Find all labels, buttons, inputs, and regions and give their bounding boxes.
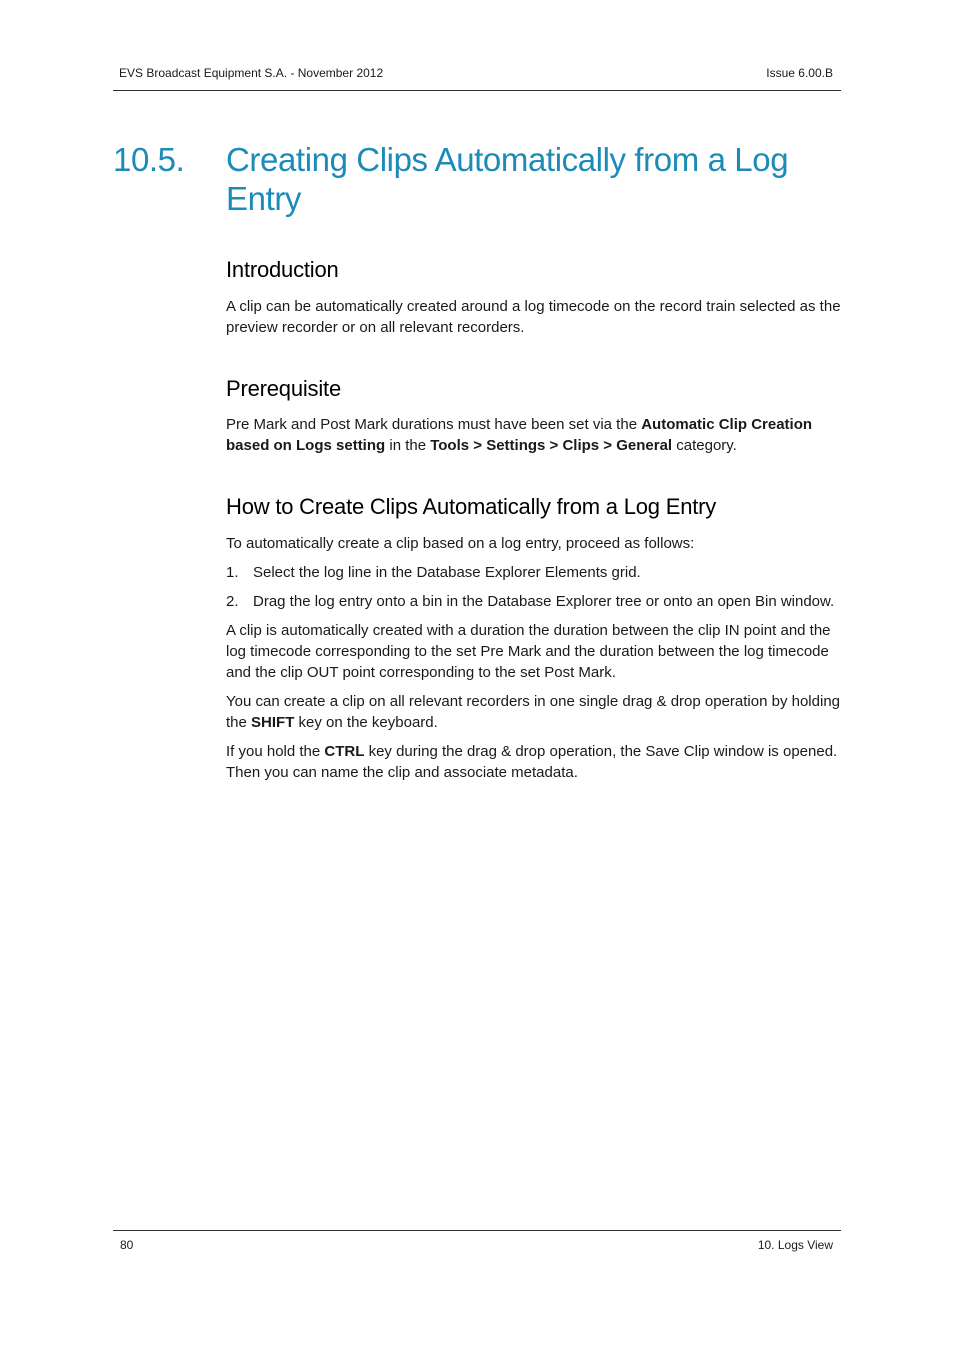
ctrl-key: CTRL xyxy=(324,743,365,760)
shift-key: SHIFT xyxy=(251,714,295,731)
paragraph-2-text-b: key on the keyboard. xyxy=(294,714,438,731)
paragraph-2-text-a: You can create a clip on all relevant recorders in one single drag & drop operation by holding the xyxy=(226,693,841,731)
page-number: 80 xyxy=(120,1238,134,1252)
paragraph-3-text-a: If you hold the xyxy=(226,743,325,760)
menu-path: Tools > Settings > Clips > General xyxy=(430,437,673,454)
footer-section: 10. Logs View xyxy=(757,1238,833,1252)
prerequisite-text-2: in the xyxy=(385,437,431,454)
howto-paragraph-1: A clip is automatically created with a duration the duration between the clip IN point and the log timecode corresponding to the set Pre Mark and the duration between the log timecode and the clip OUT point corresponding to the set Post Mark. xyxy=(226,622,831,681)
howto-heading: How to Create Clips Automatically from a Log Entry xyxy=(226,494,717,519)
prerequisite-text xyxy=(226,414,841,456)
steps-list xyxy=(226,562,841,612)
section-prerequisite xyxy=(226,373,841,456)
header-publisher: EVS Broadcast Equipment S.A. - November 2012 xyxy=(119,66,384,80)
section-howto xyxy=(226,491,841,783)
howto-paragraph-2 xyxy=(226,691,841,733)
step-number: 2. xyxy=(226,593,239,610)
chapter-number: 10.5. xyxy=(113,141,185,178)
step-number: 1. xyxy=(226,564,239,581)
step-text: Select the log line in the Database Explorer Elements grid. xyxy=(253,564,641,581)
introduction-heading: Introduction xyxy=(226,257,339,282)
howto-paragraph-3 xyxy=(226,741,841,783)
list-item xyxy=(226,562,841,583)
header-issue: Issue 6.00.B xyxy=(766,66,833,80)
paragraph-3-text-b: key during the drag & drop operation, the Save Clip window is opened. Then you can name the clip and associate metadata. xyxy=(226,743,838,781)
section-introduction xyxy=(226,254,841,338)
chapter-title: Creating Clips Automatically from a Log Entry xyxy=(226,141,789,217)
introduction-text: A clip can be automatically created around a log timecode on the record train selected as the preview recorder or on all relevant recorders. xyxy=(226,298,841,336)
prerequisite-text-3: category. xyxy=(672,437,737,454)
list-item xyxy=(226,591,841,612)
howto-intro: To automatically create a clip based on a log entry, proceed as follows: xyxy=(226,535,695,552)
prerequisite-heading: Prerequisite xyxy=(226,376,341,401)
page-footer xyxy=(113,1230,841,1253)
setting-name: Automatic Clip Creation based on Logs setting xyxy=(226,416,813,454)
page-header xyxy=(113,64,841,91)
prerequisite-text-1: Pre Mark and Post Mark durations must have been set via the xyxy=(226,416,642,433)
step-text: Drag the log entry onto a bin in the Database Explorer tree or onto an open Bin window. xyxy=(253,593,835,610)
page-content xyxy=(226,254,841,791)
